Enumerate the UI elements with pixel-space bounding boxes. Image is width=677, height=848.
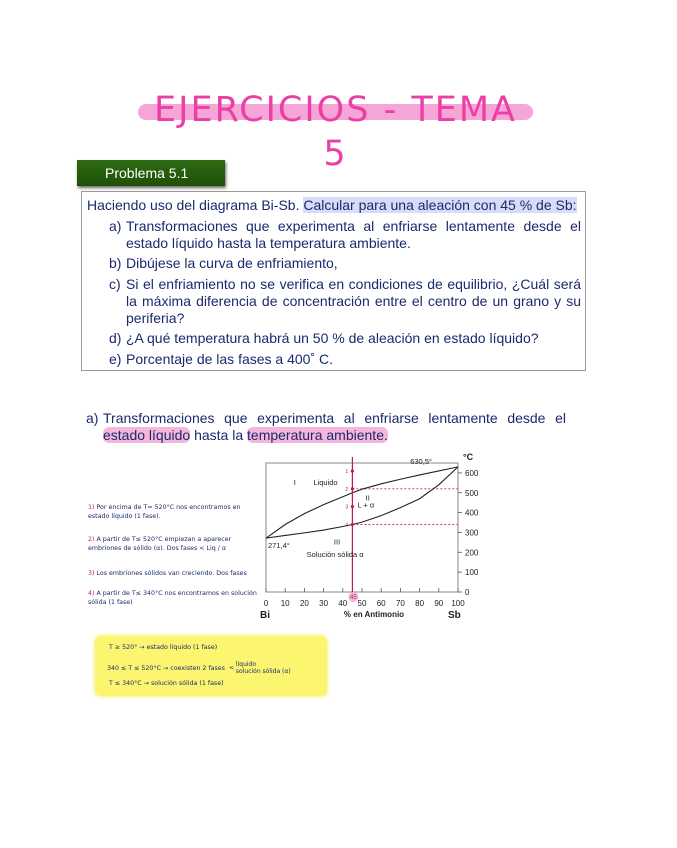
alloy-label: 45 xyxy=(350,595,357,601)
note-text: A partir de T≤ 520°C empiezan a aparecer embriones de sólido (α). Dos fases < Liq / α xyxy=(88,536,232,552)
region-label: Liquido xyxy=(313,477,338,487)
x-tick-label: 0 xyxy=(263,599,269,608)
alloy-point xyxy=(351,469,354,472)
item-text: ¿A qué temperatura habrá un 50 % de aleación en estado líquido? xyxy=(126,330,539,346)
problem-tab: Problema 5.1 xyxy=(77,160,225,186)
item-label: c) xyxy=(109,276,121,292)
x-tick-label: 100 xyxy=(451,599,465,608)
component-bi: Bi xyxy=(260,610,270,621)
summary-line-1: T ≥ 520° → estado líquido (1 fase) xyxy=(109,644,218,651)
note-number: 1) xyxy=(88,504,95,511)
intro-plain: Haciendo uso del diagrama Bi-Sb. xyxy=(87,197,300,213)
item-label: a) xyxy=(109,218,122,234)
region-label: III xyxy=(333,537,341,547)
item-text: Si el enfriamiento no se verifica en condiciones de equilibrio, ¿Cuál será la máxima diferencia de concentración entre el centro de un grano y su periferia? xyxy=(126,276,581,326)
component-sb: Sb xyxy=(448,610,461,621)
alloy-point-number: 2 xyxy=(345,486,349,493)
x-tick-label: 40 xyxy=(338,599,348,608)
sb-melting-label: 630,5° xyxy=(410,456,432,466)
x-axis-label: % en Antimonio xyxy=(343,610,405,619)
summary-brace: < líquido solución sólida (α) xyxy=(228,661,291,675)
note-text: Por encima de T= 520°C nos encontramos en estado líquido (1 fase). xyxy=(88,504,241,520)
item-label: d) xyxy=(109,330,122,346)
solution-highlight-1: estado líquido xyxy=(103,427,191,443)
solution-part1: Transformaciones que experimenta al enfriarse lentamente desde el xyxy=(103,410,566,426)
x-tick-label: 10 xyxy=(280,599,290,608)
x-tick-label: 80 xyxy=(415,599,425,608)
x-tick-label: 90 xyxy=(434,599,444,608)
region-label: Solución sólida α xyxy=(306,549,364,559)
y-tick-label: 200 xyxy=(465,548,479,558)
y-tick-label: 100 xyxy=(465,568,479,578)
item-label: e) xyxy=(109,351,122,367)
note-text: A partir de T≤ 340°C nos encontramos en solución sólida (1 fase) xyxy=(88,590,257,606)
intro-highlight: Calcular para una aleación con 45 % de Sb: xyxy=(303,197,577,213)
item-text: Transformaciones que experimenta al enfriarse lentamente desde el estado líquido hasta la temperatura ambiente. xyxy=(126,218,581,251)
page-title: EJERCICIOS - TEMA 5 xyxy=(154,90,517,174)
x-tick-label: 50 xyxy=(357,599,367,608)
y-tick-label: 600 xyxy=(465,468,479,478)
note-number: 2) xyxy=(88,536,95,543)
summary-phase-a: líquido xyxy=(235,661,257,668)
y-tick-label: 500 xyxy=(465,488,479,498)
solution-highlight-2: temperatura ambiente. xyxy=(247,427,388,443)
alloy-point-number: 4 xyxy=(345,522,349,529)
x-tick-label: 70 xyxy=(395,599,405,608)
y-tick-label: 300 xyxy=(465,528,479,538)
note-number: 4) xyxy=(88,590,95,597)
solution-label: a) xyxy=(86,410,99,426)
item-text: Dibújese la curva de enfriamiento, xyxy=(126,255,338,271)
y-axis-unit: °C xyxy=(463,452,474,462)
x-tick-label: 20 xyxy=(299,599,309,608)
solution-mid: hasta la xyxy=(194,427,244,443)
x-tick-label: 30 xyxy=(319,599,329,608)
region-label: II xyxy=(365,493,370,503)
alloy-point xyxy=(351,523,354,526)
bi-melting-label: 271,4° xyxy=(268,541,290,551)
note-text: Los embriones sólidos van creciendo. Dos fases xyxy=(96,570,247,577)
summary-line-2-left: 340 ≤ T ≤ 520°C → coexisten 2 fases xyxy=(107,665,225,672)
alloy-point xyxy=(351,487,354,490)
item-text: Porcentaje de las fases a 400˚ C. xyxy=(126,351,334,367)
summary-phase-b: solución sólida (α) xyxy=(235,668,291,675)
alloy-point-number: 1 xyxy=(345,468,349,475)
y-tick-label: 0 xyxy=(465,588,470,597)
item-label: b) xyxy=(109,255,122,271)
note-number: 3) xyxy=(88,570,95,577)
alloy-point xyxy=(351,505,354,508)
y-tick-label: 400 xyxy=(465,508,479,518)
summary-line-3: T ≤ 340°C → solución sólida (1 fase) xyxy=(109,680,224,687)
region-label: I xyxy=(293,477,296,487)
x-tick-label: 60 xyxy=(376,599,386,608)
alloy-point-number: 3 xyxy=(345,504,349,511)
region-label: L + α xyxy=(357,500,375,510)
